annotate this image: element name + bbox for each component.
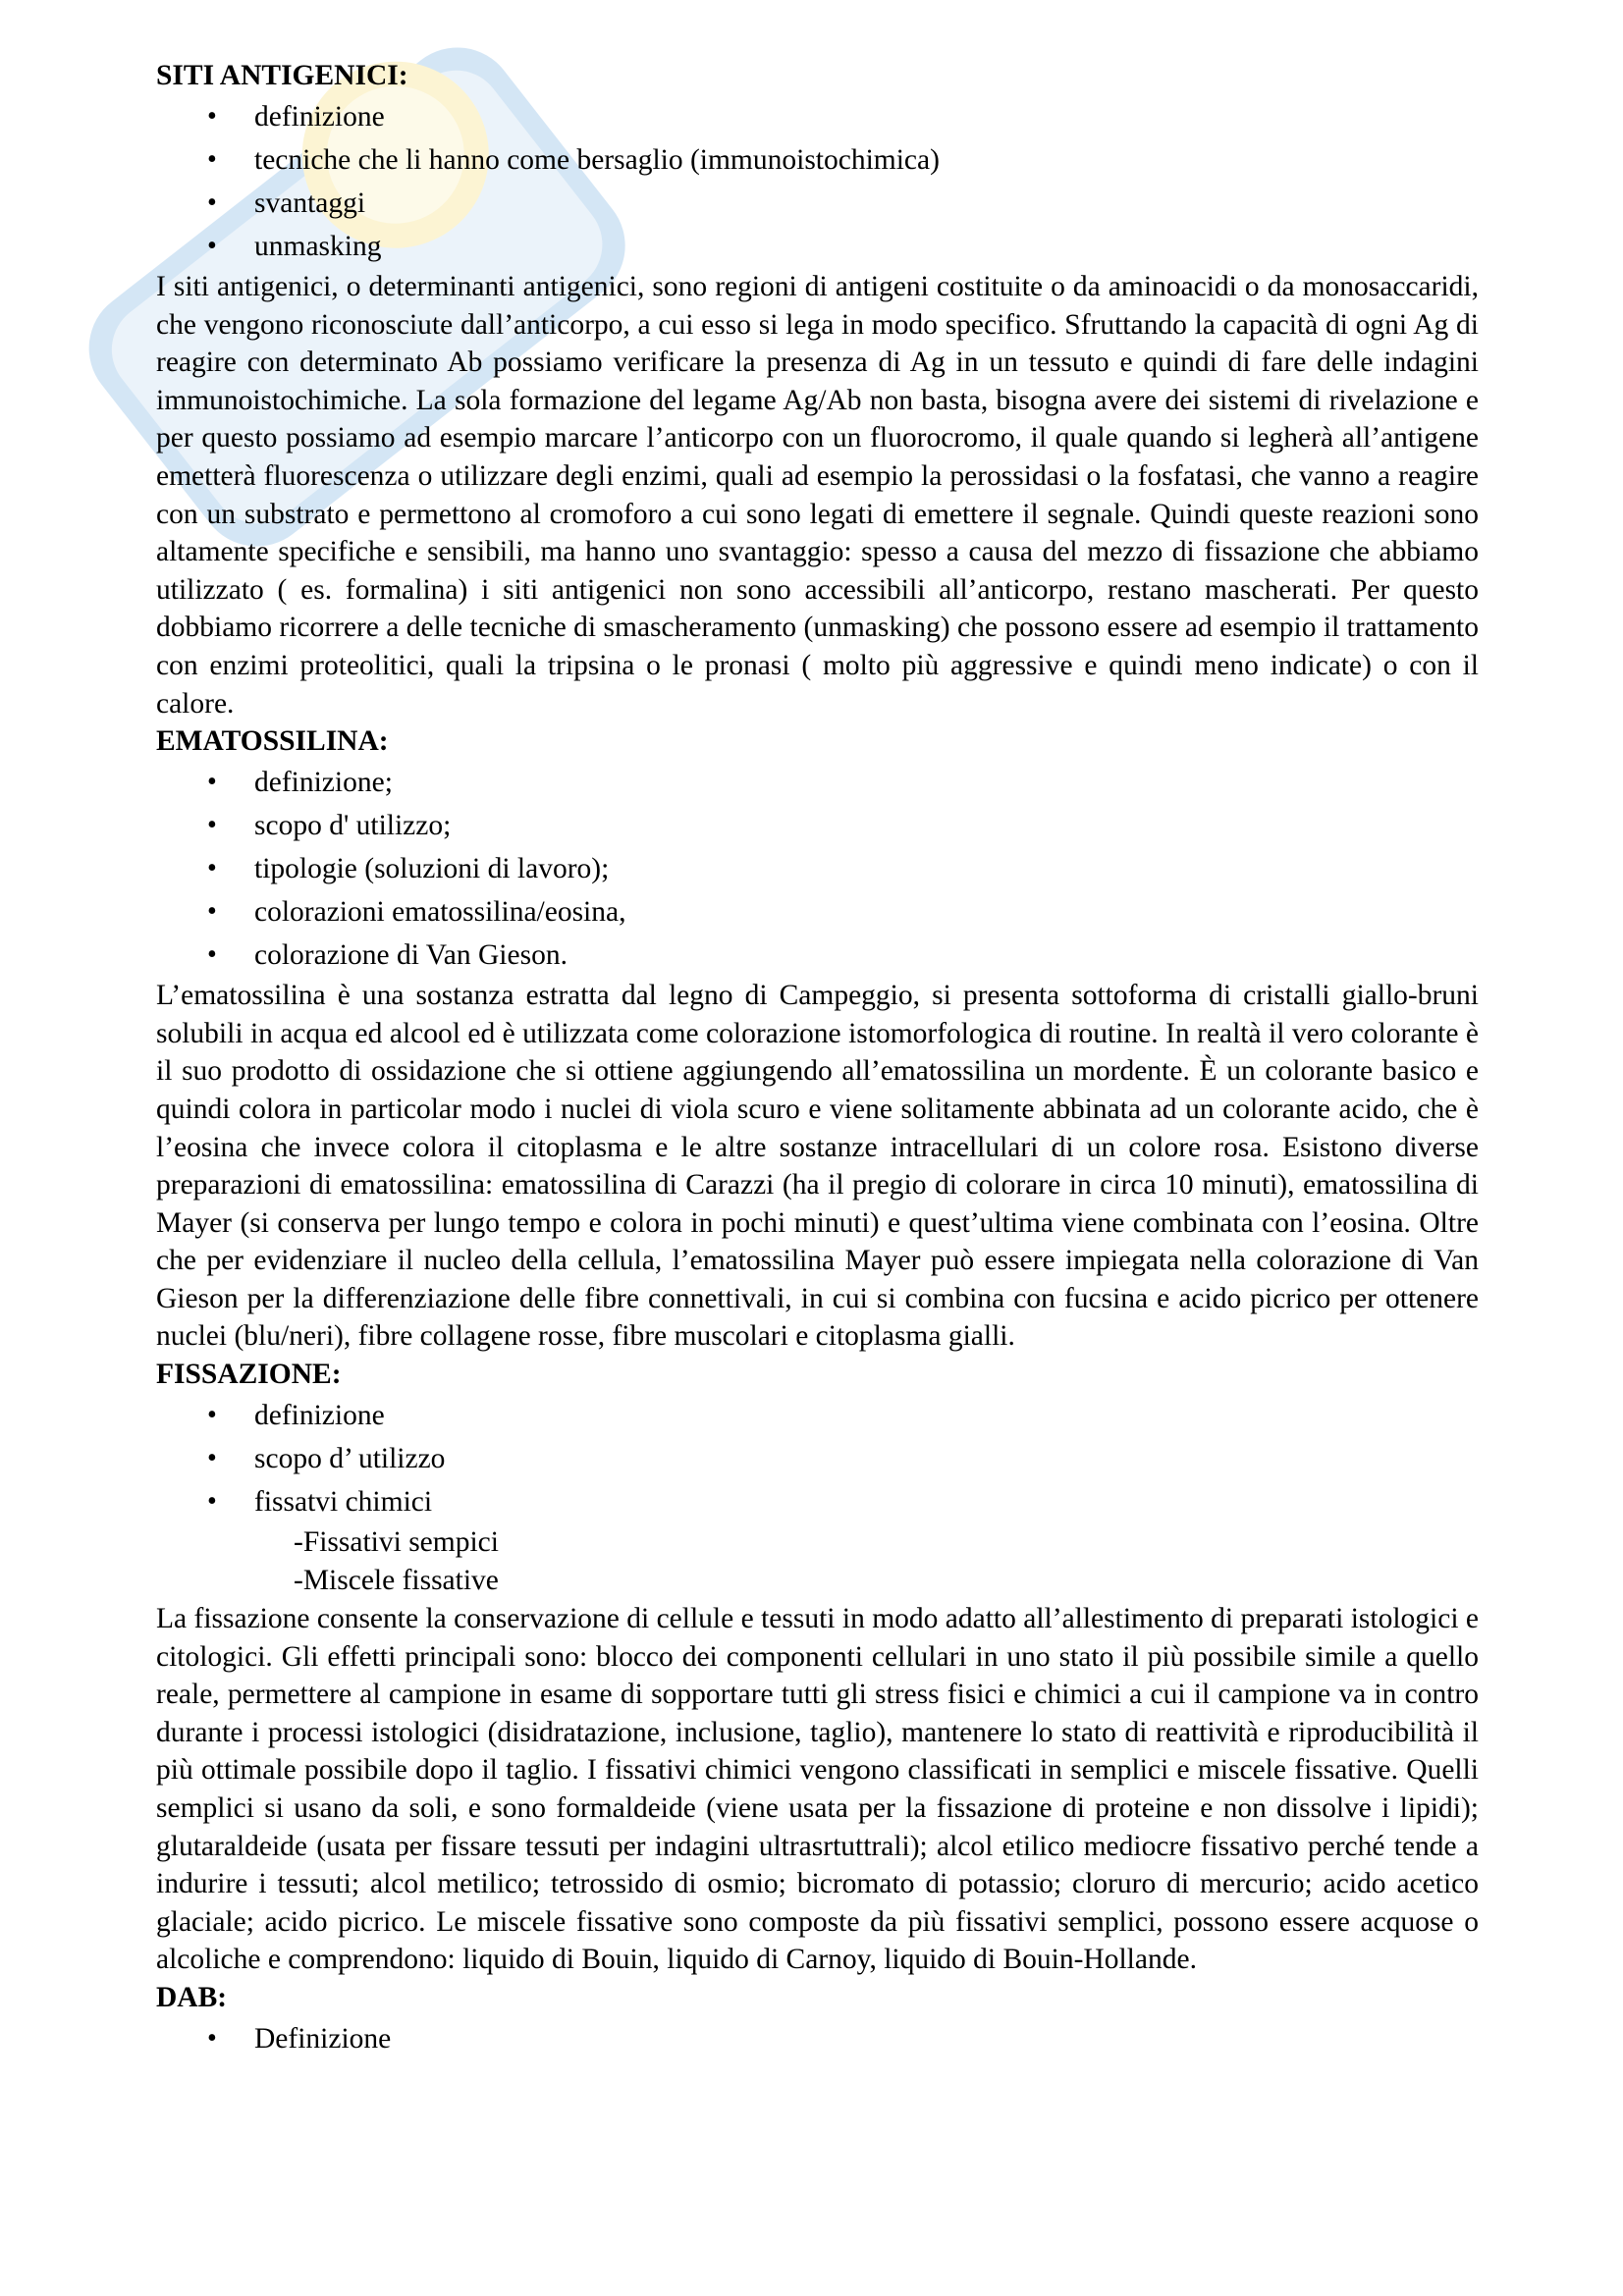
section-heading: DAB: xyxy=(156,1982,228,2013)
bullet-item: • definizione xyxy=(156,1394,1479,1437)
bullet-item: • colorazioni ematossilina/eosina, xyxy=(156,890,1479,934)
bullet-item: • scopo d’ utilizzo xyxy=(156,1437,1479,1480)
body-paragraph: I siti antigenici, o determinanti antigenici, sono regioni di antigeni costituite o da aminoacidi o da monosaccaridi, che vengono riconosciute dall’anticorpo, a cui esso si lega in modo specifico. Sfruttando la capacità di ogni Ag di reagire con determinato Ab possiamo verificare la presenza di Ag in un tessuto e quindi di fare delle indagini immunoistochimiche. La sola formazione del legame Ag/Ab non basta, bisogna avere dei sistemi di rivelazione e per questo possiamo ad esempio marcare l’anticorpo con un fluorocromo, il quale quando si legherà all’antigene emetterà fluorescenza o utilizzare degli enzimi, quali ad esempio la perossidasi o la fosfatasi, che vanno a reagire con un substrato e permettono al cromoforo a cui sono legati di emettere il segnale. Quindi queste reazioni sono altamente specifiche e sensibili, ma hanno uno svantaggio: spesso a causa del mezzo di fissazione che abbiamo utilizzato ( es. formalina) i siti antigenici non sono accessibili all’anticorpo, restano mascherati. Per questo dobbiamo ricorrere a delle tecniche di smascheramento (unmasking) che possono essere ad esempio il trattamento con enzimi proteolitici, quali la tripsina o le pronasi ( molto più aggressive e quindi meno indicate) o con il calore. xyxy=(156,271,1479,720)
bullet-item: • svantaggi xyxy=(156,182,1479,225)
bullet-list xyxy=(156,95,1479,268)
bullet-item: • Definizione xyxy=(156,2017,1479,2060)
section-ematossilina xyxy=(156,722,1479,1356)
bullet-list xyxy=(156,2017,1479,2060)
bullet-item: • definizione; xyxy=(156,761,1479,804)
section-heading: FISSAZIONE: xyxy=(156,1359,342,1391)
bullet-item: • colorazione di Van Gieson. xyxy=(156,934,1479,977)
section-heading: SITI ANTIGENICI: xyxy=(156,60,408,91)
bullet-list xyxy=(156,1394,1479,1523)
section-dab xyxy=(156,1979,1479,2060)
bullet-item: • tipologie (soluzioni di lavoro); xyxy=(156,847,1479,890)
bullet-item: • unmasking xyxy=(156,225,1479,268)
bullet-item: • fissatvi chimici xyxy=(156,1480,1479,1523)
bullet-item: • definizione xyxy=(156,95,1479,138)
bullet-list xyxy=(156,761,1479,977)
sub-item: -Fissativi sempici xyxy=(294,1526,499,1559)
body-paragraph: La fissazione consente la conservazione di cellule e tessuti in modo adatto all’allestimento di preparati istologici e citologici. Gli effetti principali sono: blocco dei componenti cellulari in uno stato il più possibile simile a quello reale, permettere al campione in esame di sopportare tutti gli stress fisici e chimici a cui il campione va in contro durante i processi istologici (disidratazione, inclusione, taglio), mantenere lo stato di reattività e riproducibilità il più ottimale possibile dopo il taglio. I fissativi chimici vengono classificati in semplici e miscele fissative. Quelli semplici si usano da soli, e sono formaldeide (viene usata per la fissazione di proteine e non dissolve i lipidi); glutaraldeide (usata per fissare tessuti per indagini ultrasrtuttrali); alcol etilico mediocre fissativo perché tende a indurire i tessuti; alcol metilico; tetrossido di osmio; bicromato di potassio; cloruro di mercurio; acido acetico glaciale; acido picrico. Le miscele fissative sono composte da più fissativi semplici, possono essere acquose o alcoliche e comprendono: liquido di Bouin, liquido di Carnoy, liquido di Bouin-Hollande. xyxy=(156,1603,1479,1976)
document-page xyxy=(156,57,1479,2060)
bullet-item: • scopo d' utilizzo; xyxy=(156,804,1479,847)
section-heading: EMATOSSILINA: xyxy=(156,725,389,758)
section-fissazione xyxy=(156,1356,1479,1979)
section-siti-antigenici xyxy=(156,57,1479,722)
body-paragraph: L’ematossilina è una sostanza estratta dal legno di Campeggio, si presenta sottoforma di cristalli giallo-bruni solubili in acqua ed alcool ed è utilizzata come colorazione istomorfologica di routine. In realtà il vero colorante è il suo prodotto di ossidazione che si ottiene aggiungendo all’ematossilina un mordente. È un colorante basico e quindi colora in particolar modo i nuclei di viola scuro e viene solitamente abbinata ad un colorante acido, che è l’eosina che invece colora il citoplasma e le altre sostanze intracellulari di un colore rosa. Esistono diverse preparazioni di ematossilina: ematossilina di Carazzi (ha il pregio di colorare in circa 10 minuti), ematossilina di Mayer (si conserva per lungo tempo e colora in pochi minuti) e quest’ultima viene combinata con l’eosina. Oltre che per evidenziare il nucleo della cellula, l’ematossilina Mayer può essere impiegata nella colorazione di Van Gieson per la differenziazione delle fibre connettivali, in cui si combina con fucsina e acido picrico per ottenere nuclei (blu/neri), fibre collagene rosse, fibre muscolari e citoplasma gialli. xyxy=(156,980,1479,1353)
bullet-item: • tecniche che li hanno come bersaglio (immunoistochimica) xyxy=(156,138,1479,182)
sub-item: -Miscele fissative xyxy=(294,1565,499,1597)
